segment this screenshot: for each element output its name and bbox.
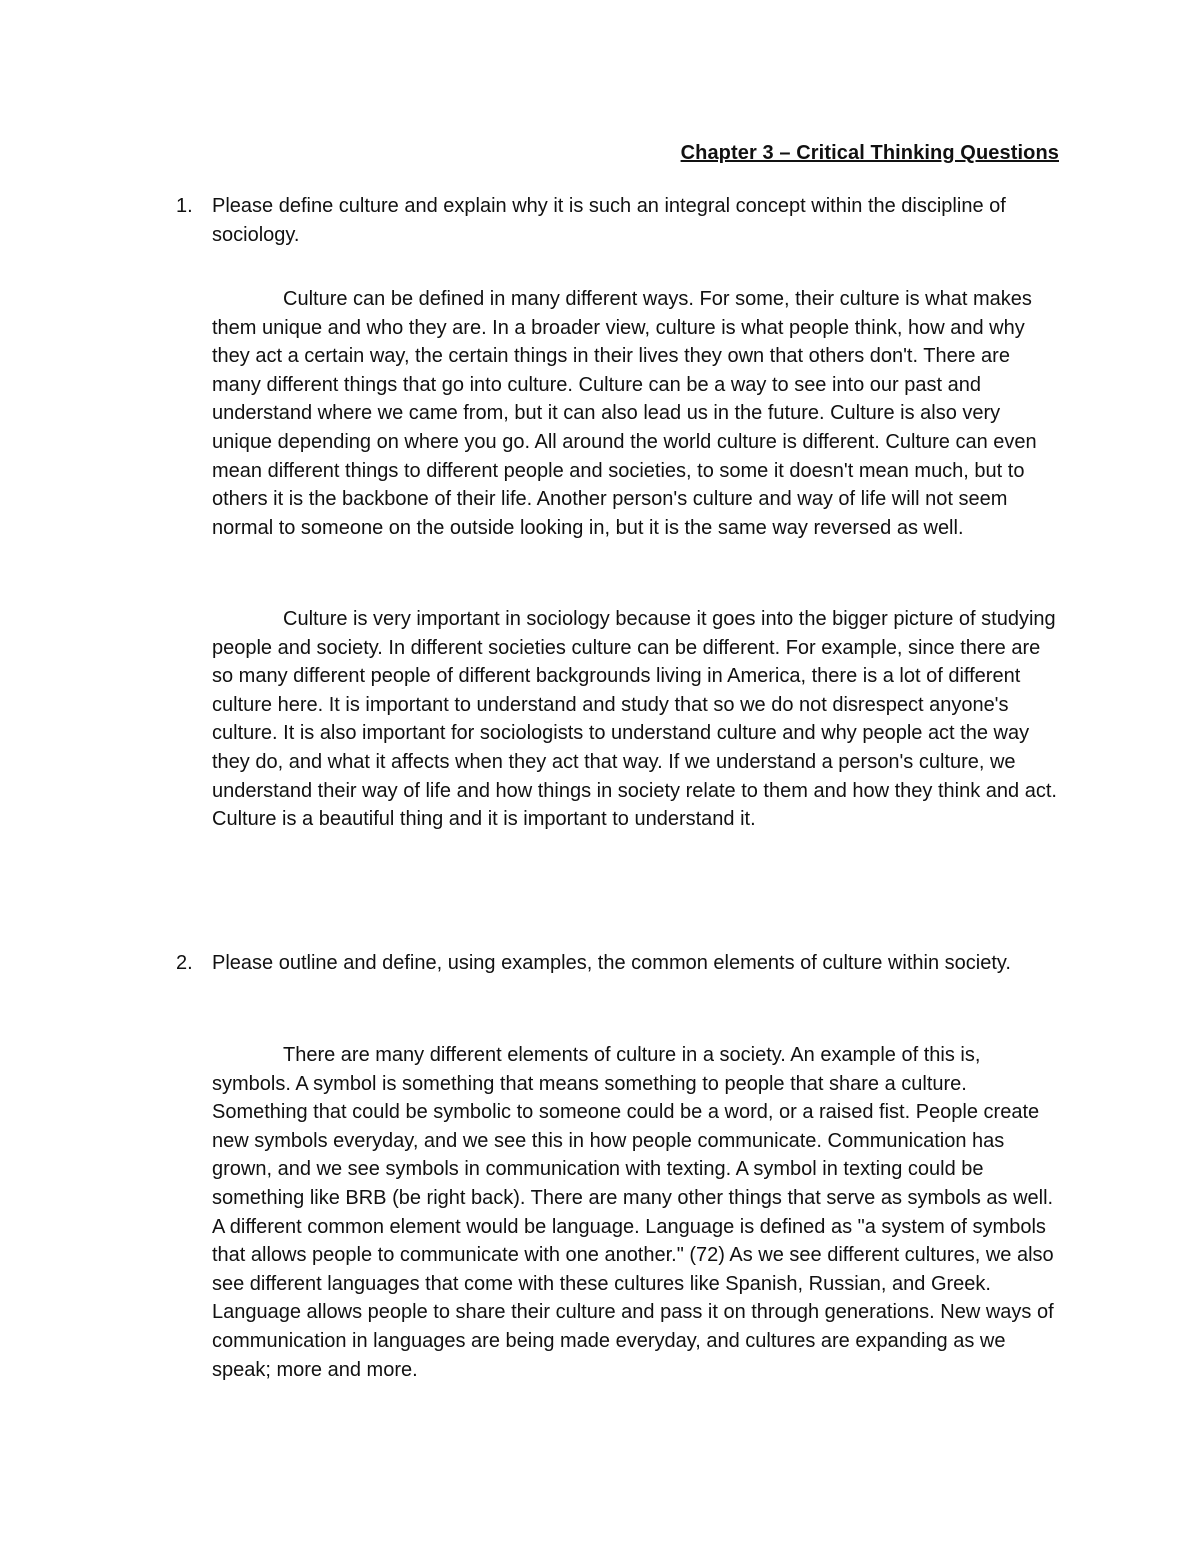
answer-paragraph: Culture is very important in sociology because it goes into the bigger picture of studying people and society. In different societies culture can be different. For example, since there are so many different people of different backgrounds living in America, there is a lot of different culture here. It is important to understand and study that so we do not disrespect anyone's culture. It is also important for sociologists to understand culture and why people act the way they do, and what it affects when they act that way. If we understand a person's culture, we understand their way of life and how things in society relate to them and how they think and act. Culture is a beautiful thing and it is important to understand it.	[212, 608, 1057, 831]
answer-paragraph: Culture can be defined in many different ways. For some, their culture is what makes them unique and who they are. In a broader view, culture is what people think, how and why they act a certain way, the certain things in their lives they own that others don't. There are many different things that go into culture. Culture can be a way to see into our past and understand where we came from, but it can also lead us in the future. Culture is also very unique depending on where you go. All around the world culture is different. Culture can even mean different things to different people and societies, to some it doesn't mean much, but to others it is the backbone of their life. Another person's culture and way of life will not seem normal to someone on the outside looking in, but it is the same way reversed as well.	[212, 288, 1037, 539]
question-number: 2.	[176, 952, 193, 974]
question-1	[176, 192, 1056, 249]
answer-paragraph: There are many different elements of culture in a society. An example of this is, symbols. A symbol is something that means something to people that share a culture. Something that could be symbolic to someone could be a word, or a raised fist. People create new symbols everyday, and we see this in how people communicate. Communication has grown, and we see symbols in communication with texting. A symbol in texting could be something like BRB (be right back). There are many other things that serve as symbols as well. A different common element would be language. Language is defined as "a system of symbols that allows people to communicate with one another." (72) As we see different cultures, we also see different languages that come with these cultures like Spanish, Russian, and Greek. Language allows people to share their culture and pass it on through generations. New ways of communication in languages are being made everyday, and cultures are expanding as we speak; more and more.	[212, 1044, 1054, 1381]
question-number: 1.	[176, 195, 193, 217]
question-text: Please define culture and explain why it is such an integral concept within the discipline of sociology.	[212, 195, 1006, 246]
question-2	[176, 949, 1056, 978]
page-title: Chapter 3 – Critical Thinking Questions	[680, 142, 1059, 164]
question-text: Please outline and define, using examples, the common elements of culture within society.	[212, 952, 1011, 974]
